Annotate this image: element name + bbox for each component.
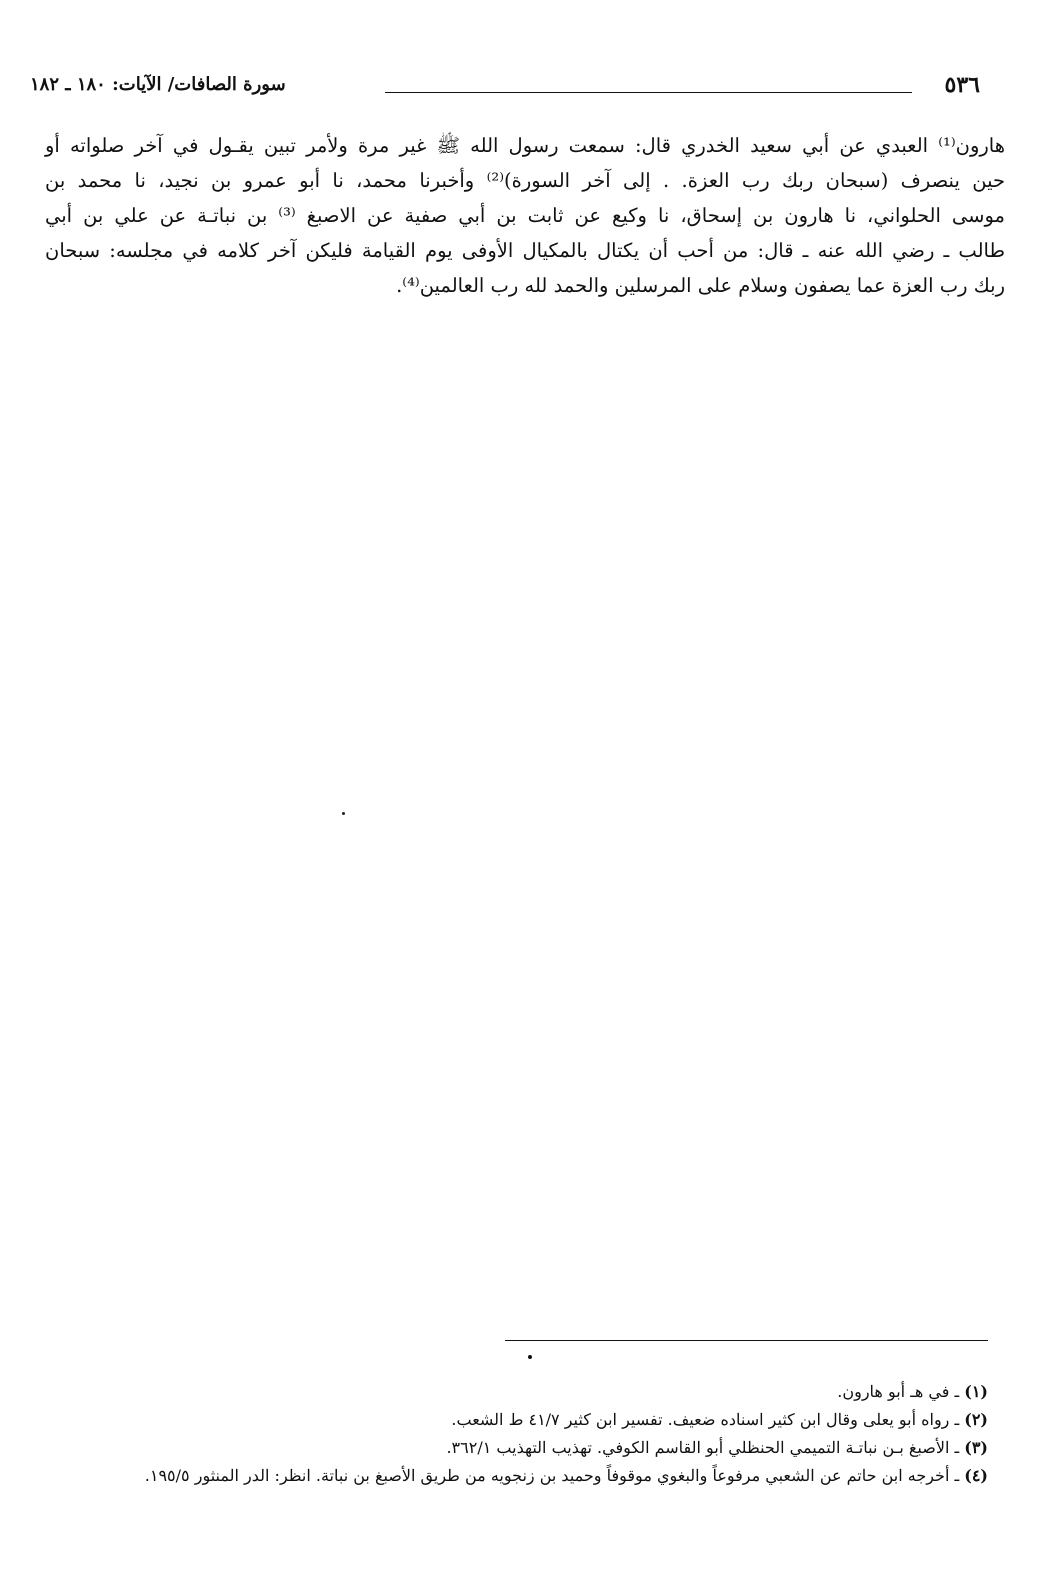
print-speck [342,812,345,815]
header-rule [385,92,912,93]
text-line: ربك رب العزة عما يصفون وسلام على المرسلين والحمد لله رب العالمين⁽⁴⁾. [396,274,1005,297]
text-line: حين ينصرف (سبحان ربك رب العزة. . إلى آخر السورة)⁽²⁾ وأخبرنا محمد، نا أبو عمرو بن نجيد، نا محمد بن [45,169,1006,192]
footnote-text: ـ أخرجه ابن حاتم عن الشعبي مرفوعاً والبغوي موقوفاً وحميد بن زنجويه من طريق الأصبغ بن نباتة. انظر: الدر المنثور ١٩٥/٥. [144,1466,965,1485]
print-speck [528,1355,532,1359]
footnote-marker: (٣) [964,1438,988,1457]
footnote-marker: (١) [964,1382,988,1401]
main-text [45,128,1005,303]
footnote-3 [48,1436,988,1460]
footnote-4 [48,1464,988,1488]
text-line: موسى الحلواني، نا هارون بن إسحاق، نا وكيع عن ثابت بن أبي صفية عن الاصبغ ⁽³⁾ بن نباتـة عن علي بن أبي [45,204,1005,227]
footnote-text: ـ الأصبغ بـن نباتـة التميمي الحنظلي أبو القاسم الكوفي. تهذيب التهذيب ٣٦٢/١. [446,1438,965,1457]
footnote-marker: (٤) [964,1466,988,1485]
page-number: ٥٣٦ [944,72,980,98]
footnote-separator [505,1340,988,1341]
footnote-text: ـ في هـ أبو هارون. [837,1382,965,1401]
footnote-text: ـ رواه أبو يعلى وقال ابن كثير اسناده ضعيف. تفسير ابن كثير ٤١/٧ ط الشعب. [451,1410,965,1429]
text-line: طالب ـ رضي الله عنه ـ قال: من أحب أن يكتال بالمكيال الأوفى يوم القيامة فليكن آخر كلامه في مجلسه: سبحان [45,239,1005,262]
footnote-marker: (٢) [964,1410,988,1429]
footnotes [48,1380,988,1492]
surah-title: سورة الصافات/ الآيات: ١٨٠ ـ ١٨٢ [30,74,286,95]
text-line: هارون⁽¹⁾ العبدي عن أبي سعيد الخدري قال: سمعت رسول الله ﷺ غير مرة ولأمر تبين يقـول في آخر صلواته أو [45,134,1005,157]
running-header [30,72,990,106]
footnote-2 [48,1408,988,1432]
footnote-1 [48,1380,988,1404]
